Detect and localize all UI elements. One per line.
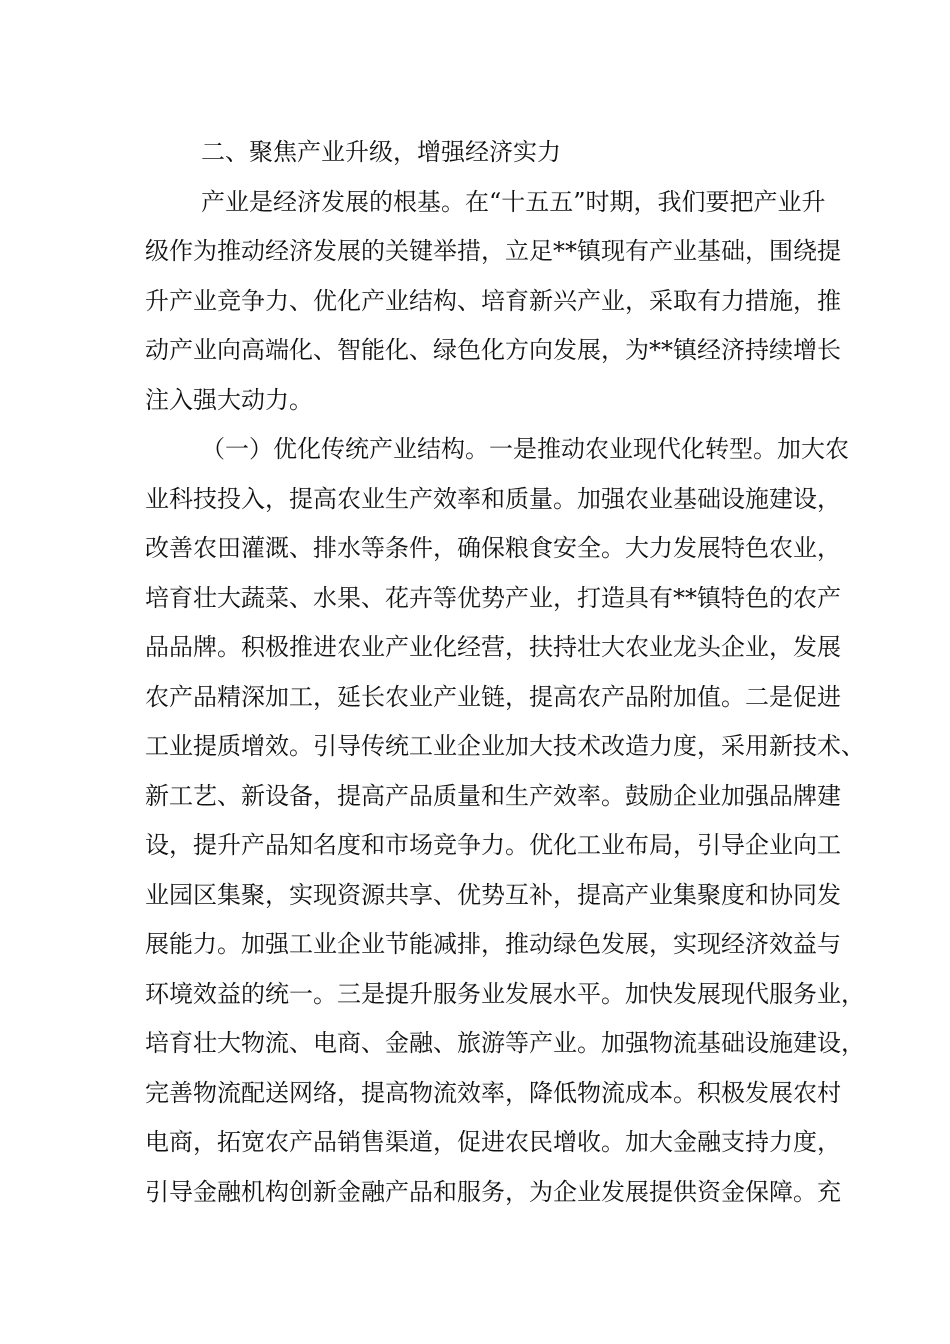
paragraph-line: 改善农田灌溉、排水等条件，确保粮食安全。大力发展特色农业， <box>145 534 841 562</box>
paragraph-1 <box>145 178 841 426</box>
paragraph-line: 品品牌。积极推进农业产业化经营，扶持壮大农业龙头企业，发展 <box>145 633 841 661</box>
paragraph-2 <box>145 425 865 1217</box>
paragraph-line: （一）优化传统产业结构。一是推动农业现代化转型。加大农 <box>201 435 849 463</box>
paragraph-line: 产业是经济发展的根基。在“十五五”时期，我们要把产业升 <box>201 187 826 216</box>
paragraph-line: 引导金融机构创新金融产品和服务，为企业发展提供资金保障。充 <box>145 1177 841 1206</box>
document-body <box>145 128 865 1217</box>
paragraph-line: 注入强大动力。 <box>145 385 313 414</box>
paragraph-line: 动产业向高端化、智能化、绿色化方向发展，为**镇经济持续增长 <box>145 336 841 364</box>
paragraph-line: 环境效益的统一。三是提升服务业发展水平。加快发展现代服务业， <box>145 979 865 1008</box>
paragraph-line: 培育壮大物流、电商、金融、旅游等产业。加强物流基础设施建设， <box>145 1029 865 1057</box>
paragraph-line: 升产业竞争力、优化产业结构、培育新兴产业，采取有力措施，推 <box>145 286 841 315</box>
section-heading: 二、聚焦产业升级，增强经济实力 <box>201 138 561 166</box>
paragraph-line: 培育壮大蔬菜、水果、花卉等优势产业，打造具有**镇特色的农产 <box>145 583 841 612</box>
paragraph-line: 业科技投入，提高农业生产效率和质量。加强农业基础设施建设， <box>145 484 841 513</box>
paragraph-line: 农产品精深加工，延长农业产业链，提高农产品附加值。二是促进 <box>145 682 841 711</box>
paragraph-line: 工业提质增效。引导传统工业企业加大技术改造力度，采用新技术、 <box>145 732 865 760</box>
paragraph-line: 设，提升产品知名度和市场竞争力。优化工业布局，引导企业向工 <box>145 831 841 859</box>
paragraph-line: 新工艺、新设备，提高产品质量和生产效率。鼓励企业加强品牌建 <box>145 781 841 810</box>
paragraph-line: 电商，拓宽农产品销售渠道，促进农民增收。加大金融支持力度， <box>145 1128 841 1156</box>
paragraph-line: 展能力。加强工业企业节能减排，推动绿色发展，实现经济效益与 <box>145 930 841 958</box>
paragraph-line: 业园区集聚，实现资源共享、优势互补，提高产业集聚度和协同发 <box>145 880 841 909</box>
paragraph-line: 完善物流配送网络，提高物流效率，降低物流成本。积极发展农村 <box>145 1078 841 1107</box>
paragraph-line: 级作为推动经济发展的关键举措，立足**镇现有产业基础，围绕提 <box>145 237 841 265</box>
